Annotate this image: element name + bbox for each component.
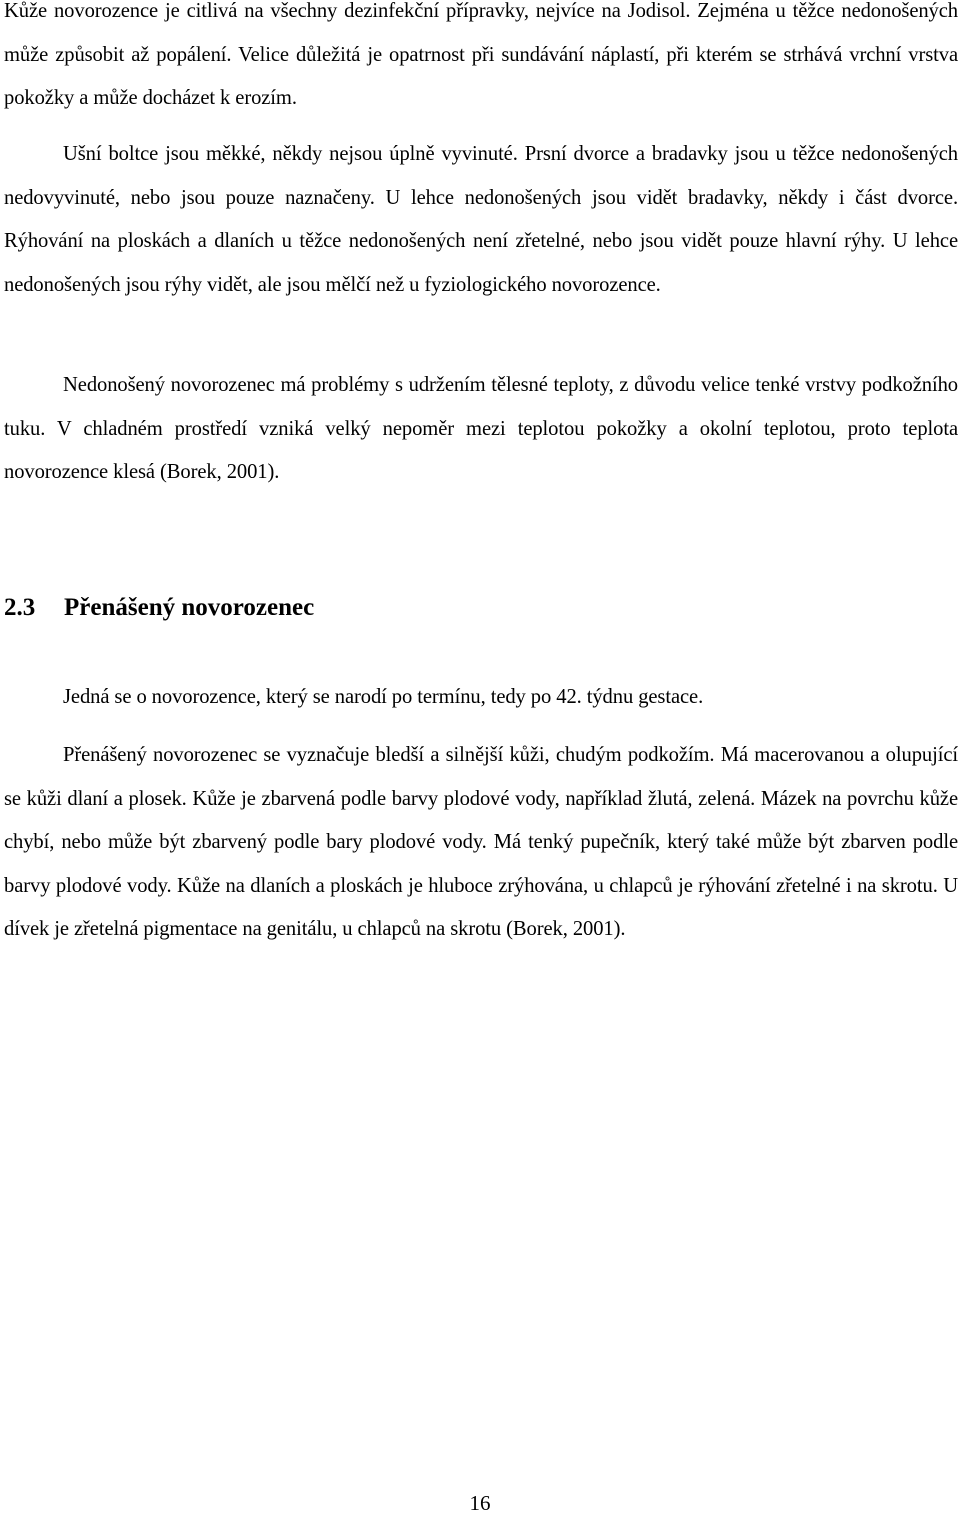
section-number: 2.3 <box>4 594 36 621</box>
section-title: Přenášený novorozenec <box>64 594 315 621</box>
section-heading <box>4 588 314 628</box>
paragraph-post-term-features: Přenášený novorozenec se vyznačuje bledší a silnější kůži, chudým podkožím. Má macerovanou a olupující se kůži dlaní a plosek. Kůže je zbarvená podle barvy plodové vody, například žlutá, zelená. Mázek na povrchu kůže chybí, nebo může být zbarvený podle bary plodové vody. Má tenký pupečník, který také může být zbarven podle barvy plodové vody. Kůže na dlaních a ploskách je hluboce zrýhována, u chlapců je rýhování zřetelné i na skrotu. U dívek je zřetelná pigmentace na genitálu, u chlapců na skrotu (Borek, 2001). <box>4 744 958 940</box>
paragraph-thermoregulation: Nedonošený novorozenec má problémy s udržením tělesné teploty, z důvodu velice tenké vrstvy podkožního tuku. V chladném prostředí vzniká velký nepoměr mezi teplotou pokožky a okolní teplotou, proto teplota novorozence klesá (Borek, 2001). <box>4 374 958 483</box>
paragraph-post-term-definition: Jedná se o novorozence, který se narodí po termínu, tedy po 42. týdnu gestace. <box>63 686 704 708</box>
page-number: 16 <box>469 1491 491 1515</box>
paragraph-ears-breasts-creases: Ušní boltce jsou měkké, někdy nejsou úplně vyvinuté. Prsní dvorce a bradavky jsou u těžce nedonošených nedovyvinuté, nebo jsou pouze naznačeny. U lehce nedonošených jsou vidět bradavky, někdy i část dvorce. Rýhování na ploskách a dlaních u těžce nedonošených není zřetelné, nebo jsou vidět pouze hlavní rýhy. U lehce nedonošených jsou rýhy vidět, ale jsou mělčí než u fyziologického novorozence. <box>4 143 958 296</box>
paragraph-skin-sensitivity: Kůže novorozence je citlivá na všechny dezinfekční přípravky, nejvíce na Jodisol. Zejména u těžce nedonošených může způsobit až popálení. Velice důležitá je opatrnost při sundávání náplastí, při kterém se strhává vrchní vrstva pokožky a může docházet k erozím. <box>4 0 958 109</box>
